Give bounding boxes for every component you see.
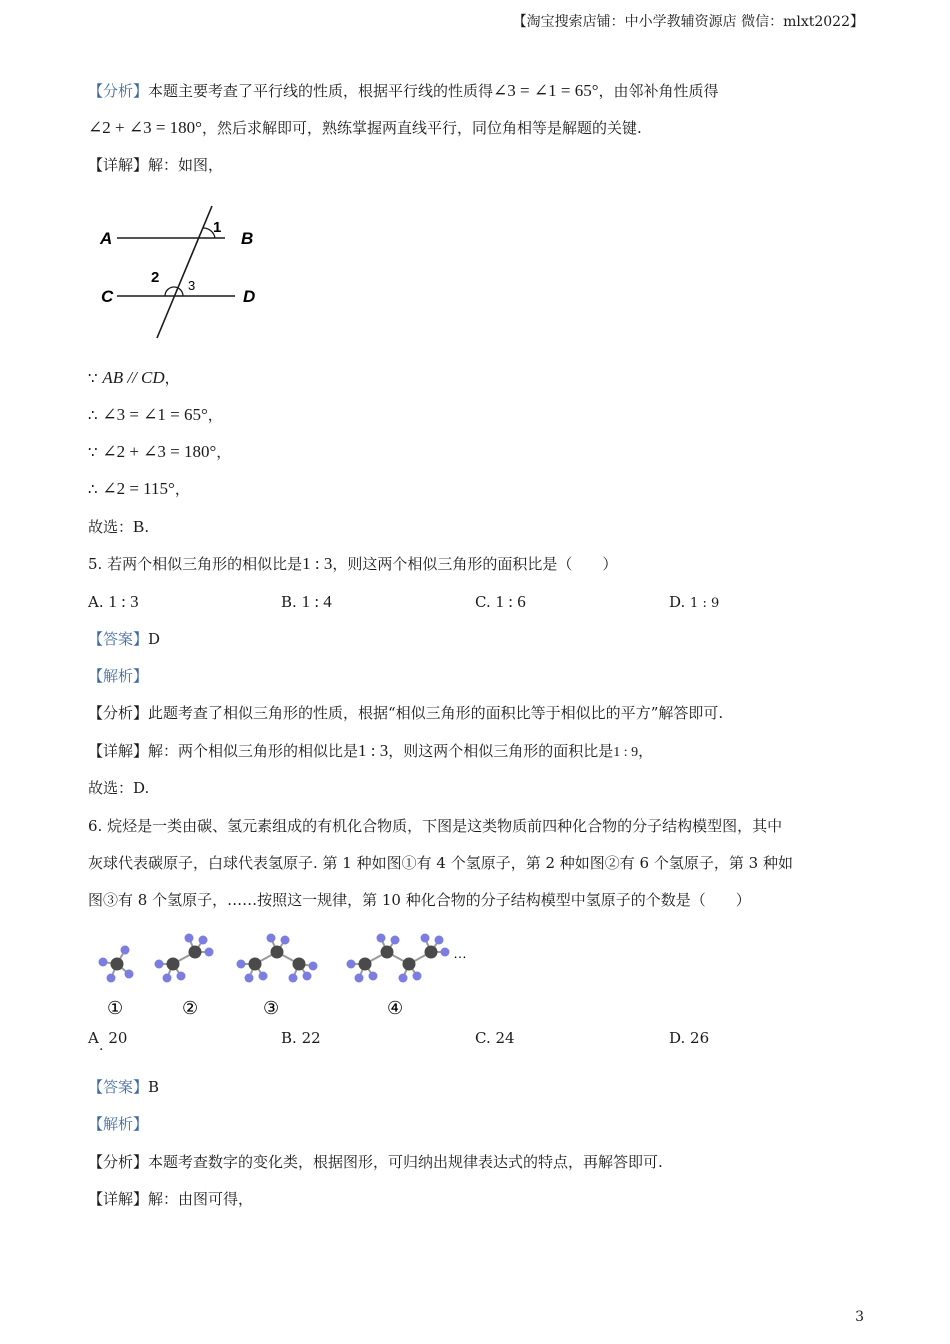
carbon-atom <box>359 958 372 971</box>
option-letter: D. <box>669 593 686 611</box>
step-tail: ， <box>174 480 190 498</box>
q4-analysis-line-1 <box>88 80 719 102</box>
q4-step-4 <box>88 478 190 500</box>
answer-tag: 【答案】 <box>88 630 149 648</box>
q5-jiexi-tag: 【解析】 <box>88 667 149 685</box>
hydrogen-atom <box>281 936 290 945</box>
q4-step-2 <box>88 404 223 426</box>
carbon-atom <box>425 946 438 959</box>
label-A: A <box>100 229 113 248</box>
choice-value: B <box>133 517 145 536</box>
hydrogen-atom <box>441 948 450 957</box>
ratio: 1 : 3 <box>358 741 389 760</box>
figure-label-1: ① <box>107 998 124 1018</box>
q6-answer <box>88 1076 159 1098</box>
analysis-text: 本题主要考查了平行线的性质，根据平行线的性质得 <box>148 82 494 100</box>
step-tail: ， <box>207 406 223 424</box>
q6-detail <box>88 1188 253 1210</box>
q6-option-c <box>475 1027 515 1049</box>
detail-tag: 【详解】 <box>88 156 149 174</box>
carbon-atom <box>403 958 416 971</box>
choice-tail: . <box>144 518 150 536</box>
detail-text: ， <box>638 742 654 760</box>
carbon-atom <box>189 946 202 959</box>
label-B: B <box>241 229 254 248</box>
q5-analysis <box>88 702 723 724</box>
option-letter: A <box>88 1029 99 1047</box>
math-expression: ∠2 + ∠3 = 180° <box>88 118 202 137</box>
detail-text: 解：两个相似三角形的相似比是 <box>148 742 359 760</box>
choice-prefix: 故选： <box>88 518 134 536</box>
detail-tag: 【详解】 <box>88 742 149 760</box>
analysis-text: ，然后求解即可，熟练掌握两直线平行，同位角相等是解题的关键. <box>201 119 642 137</box>
q6-option-d <box>669 1027 709 1049</box>
page-header: 【淘宝搜索店铺：中小学教辅资源店 微信：mlxt2022】 <box>512 14 864 30</box>
analysis-text: 此题考查了相似三角形的性质，根据“相似三角形的面积比等于相似比的平方”解答即可. <box>148 704 724 722</box>
q4-step-1 <box>88 367 180 389</box>
parallel-lines-figure <box>95 200 275 345</box>
detail-text: 解：由图可得， <box>148 1190 254 1208</box>
hydrogen-atom <box>237 960 246 969</box>
ratio: 1 : 3 <box>302 554 333 573</box>
hydrogen-atom <box>107 974 116 983</box>
hydrogen-atom <box>391 936 400 945</box>
carbon-atom <box>381 946 394 959</box>
step-tail: ， <box>216 443 232 461</box>
analysis-text: ，由邻补角性质得 <box>598 82 719 100</box>
option-letter: C. <box>475 593 491 611</box>
q5-option-b <box>281 591 332 613</box>
analysis-tag: 【分析】 <box>88 82 149 100</box>
because-symbol: ∵ <box>88 369 98 387</box>
hydrogen-atom <box>125 970 134 979</box>
q5-option-a <box>88 591 139 613</box>
math-expression: ∠3 = ∠1 = 65° <box>493 81 599 100</box>
ratio: 1 : 9 <box>613 745 639 760</box>
option-value: 26 <box>690 1029 710 1047</box>
math-expression: ∠3 = ∠1 = 65° <box>102 405 208 424</box>
hydrogen-atom <box>369 972 378 981</box>
q6-jiexi-tag: 【解析】 <box>88 1115 149 1133</box>
hydrogen-atom <box>289 974 298 983</box>
option-letter: A. <box>88 593 104 611</box>
option-value: 1 : 9 <box>690 596 720 611</box>
hydrogen-atom <box>267 934 276 943</box>
q6-stem-line-2: 灰球代表碳原子，白球代表氢原子. 第 1 种如图①有 4 个氢原子，第 2 种如图②有 6 个氢原子，第 3 种如 <box>88 854 793 872</box>
hydrogen-atom <box>421 934 430 943</box>
because-symbol: ∵ <box>88 443 98 461</box>
therefore-symbol: ∴ <box>88 406 98 424</box>
analysis-tag: 【分析】 <box>88 704 149 722</box>
detail-tag: 【详解】 <box>88 1190 149 1208</box>
q4-step-3 <box>88 441 231 463</box>
hydrogen-atom <box>185 934 194 943</box>
carbon-atom <box>167 958 180 971</box>
q6-option-b <box>281 1027 321 1049</box>
analysis-tag: 【分析】 <box>88 1153 149 1171</box>
option-value: 1 : 6 <box>495 592 526 611</box>
hydrogen-atom <box>155 960 164 969</box>
math-expression: ∠2 + ∠3 = 180° <box>102 442 217 461</box>
q6-analysis <box>88 1151 663 1173</box>
ellipsis: … <box>453 945 467 961</box>
option-letter: B. <box>281 593 297 611</box>
answer-tag: 【答案】 <box>88 1078 149 1096</box>
hydrogen-atom <box>259 972 268 981</box>
figure-label-4: ④ <box>387 998 404 1018</box>
carbon-atom <box>111 958 124 971</box>
detail-text: ，则这两个相似三角形的面积比是 <box>388 742 614 760</box>
label-angle-2: 2 <box>151 269 160 286</box>
figure-label-2: ② <box>182 998 199 1018</box>
hydrogen-atom <box>413 972 422 981</box>
figure-label-3: ③ <box>263 998 280 1018</box>
answer-value: B <box>148 1078 160 1096</box>
hydrogen-atom <box>377 934 386 943</box>
label-C: C <box>101 287 114 306</box>
detail-text: 解：如图， <box>148 156 224 174</box>
label-D: D <box>243 287 256 306</box>
hydrogen-atom <box>205 948 214 957</box>
q6-stem-line-3: 图③有 8 个氢原子，……按照这一规律，第 10 种化合物的分子结构模型中氢原子的个数是（ ） <box>88 891 751 909</box>
question-text: 5. 若两个相似三角形的相似比是 <box>88 555 303 573</box>
hydrogen-atom <box>399 974 408 983</box>
hydrogen-atom <box>347 960 356 969</box>
label-angle-1: 1 <box>213 219 222 236</box>
q5-choice: 故选：D. <box>88 779 150 797</box>
option-a-dot: · <box>99 1042 104 1058</box>
q4-analysis-line-2 <box>88 117 642 139</box>
page-number: 3 <box>855 1309 864 1325</box>
question-text: ，则这两个相似三角形的面积比是（ ） <box>332 555 618 573</box>
hydrogen-atom <box>199 936 208 945</box>
carbon-atom <box>249 958 262 971</box>
analysis-text: 本题考查数字的变化类，根据图形，可归纳出规律表达式的特点，再解答即可. <box>148 1153 663 1171</box>
option-letter: C. <box>475 1029 491 1047</box>
answer-value: D <box>148 630 161 648</box>
q5-detail <box>88 740 653 764</box>
option-value: 1 : 4 <box>301 592 332 611</box>
hydrogen-atom <box>303 972 312 981</box>
hydrogen-atom <box>355 974 364 983</box>
hydrogen-atom <box>435 936 444 945</box>
carbon-atom <box>271 946 284 959</box>
hydrogen-atom <box>99 958 108 967</box>
option-value: 1 : 3 <box>108 592 139 611</box>
q6-stem-line-1: 6. 烷烃是一类由碳、氢元素组成的有机化合物质，下图是这类物质前四种化合物的分子结构模型图，其中 <box>88 817 783 835</box>
hydrogen-atom <box>121 946 130 955</box>
option-value: 24 <box>495 1029 515 1047</box>
therefore-symbol: ∴ <box>88 480 98 498</box>
math-expression: ∠2 = 115° <box>102 479 175 498</box>
q5-option-d <box>669 591 719 615</box>
q5-option-c <box>475 591 526 613</box>
hydrogen-atom <box>163 974 172 983</box>
hydrogen-atom <box>309 962 318 971</box>
q5-answer <box>88 628 160 650</box>
option-letter: D. <box>669 1029 686 1047</box>
q4-detail-line <box>88 154 223 176</box>
option-value: 22 <box>301 1029 321 1047</box>
hydrogen-atom <box>177 972 186 981</box>
carbon-atom <box>293 958 306 971</box>
step-tail: ， <box>164 369 180 387</box>
label-angle-3: 3 <box>188 278 196 293</box>
q6-option-a <box>88 1027 127 1049</box>
option-value: 20 <box>108 1029 128 1047</box>
molecule-figure <box>85 918 485 1023</box>
q4-choice <box>88 516 149 538</box>
option-letter: B. <box>281 1029 297 1047</box>
math-expression: AB // CD <box>102 368 165 387</box>
q5-stem <box>88 553 617 575</box>
hydrogen-atom <box>245 974 254 983</box>
